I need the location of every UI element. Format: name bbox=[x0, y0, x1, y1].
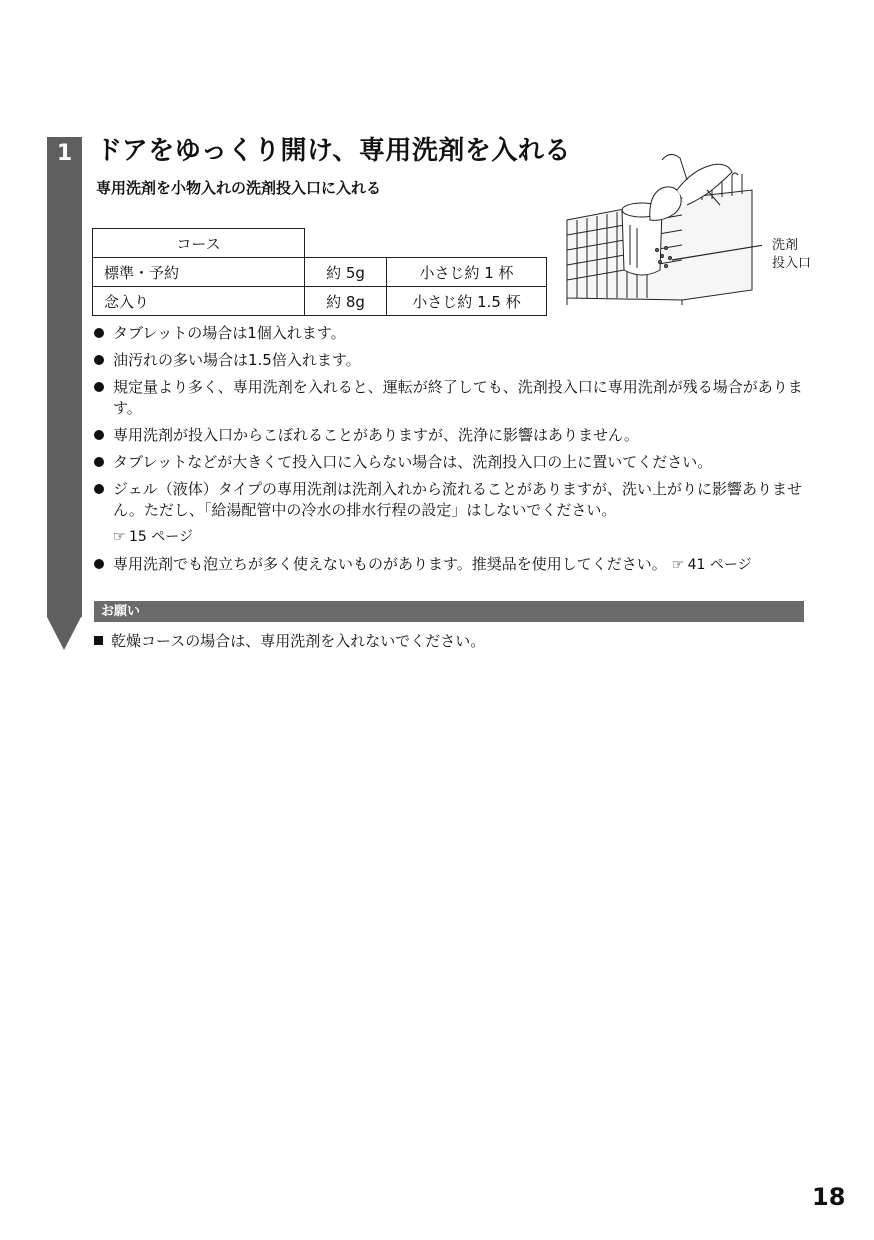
page-reference-15[interactable]: ☞ 15 ページ bbox=[113, 529, 194, 545]
table-row bbox=[93, 258, 547, 287]
notice-item: 乾燥コースの場合は、専用洗剤を入れないでください。 bbox=[94, 631, 485, 652]
step-title: ドアをゆっくり開け、専用洗剤を入れる bbox=[96, 136, 571, 166]
table-cell-spoon: 小さじ約 1.5 杯 bbox=[387, 287, 547, 316]
table-cell-grams: 約 5g bbox=[305, 258, 387, 287]
pointing-hand-icon: ☞ bbox=[671, 557, 684, 573]
table-cell-course: 念入り bbox=[93, 287, 305, 316]
step-marker-arrow bbox=[47, 617, 81, 650]
table-row bbox=[93, 287, 547, 316]
page-number: 18 bbox=[812, 1183, 846, 1211]
bullet-icon bbox=[94, 382, 104, 392]
bullet-icon bbox=[94, 430, 104, 440]
square-bullet-icon bbox=[94, 636, 103, 645]
bullet-icon bbox=[94, 484, 104, 494]
pointing-hand-icon: ☞ bbox=[113, 529, 125, 545]
table-cell-grams: 約 8g bbox=[305, 287, 387, 316]
dispenser-callout: 洗剤 投入口 bbox=[772, 238, 812, 271]
list-item: 専用洗剤が投入口からこぼれることがありますが、洗浄に影響はありません。 bbox=[94, 425, 814, 446]
list-item: ジェル（液体）タイプの専用洗剤は洗剤入れから流れることがありますが、洗い上がりに影響ありません。ただし、「給湯配管中の冷水の排水行程の設定」はしないでください。 ☞ 15 ページ bbox=[94, 479, 814, 548]
bullet-icon bbox=[94, 355, 104, 365]
bullet-icon bbox=[94, 328, 104, 338]
list-item: 規定量より多く、専用洗剤を入れると、運転が終了しても、洗剤投入口に専用洗剤が残る場合があります。 bbox=[94, 377, 814, 419]
dishwasher-illustration bbox=[562, 150, 762, 305]
bullet-icon bbox=[94, 559, 104, 569]
bullet-icon bbox=[94, 457, 104, 467]
table-cell-spoon: 小さじ約 1 杯 bbox=[387, 258, 547, 287]
detergent-amount-table bbox=[92, 228, 547, 316]
notes-list bbox=[94, 323, 814, 582]
table-cell-course: 標準・予約 bbox=[93, 258, 305, 287]
page-reference-41[interactable]: ☞ 41 ページ bbox=[671, 557, 752, 573]
step-number: 1 bbox=[56, 141, 73, 166]
step-marker-bar bbox=[47, 137, 82, 617]
list-item: タブレットの場合は1個入れます。 bbox=[94, 323, 814, 344]
table-header-course: コース bbox=[93, 229, 305, 258]
list-item: タブレットなどが大きくて投入口に入らない場合は、洗剤投入口の上に置いてください。 bbox=[94, 452, 814, 473]
table-header-row bbox=[93, 229, 547, 258]
step-subtitle: 専用洗剤を小物入れの洗剤投入口に入れる bbox=[96, 179, 382, 197]
list-item: 専用洗剤でも泡立ちが多く使えないものがあります。推奨品を使用してください。 ☞ 41 ページ bbox=[94, 554, 814, 576]
notice-title: お願い bbox=[101, 604, 141, 619]
list-item: 油汚れの多い場合は1.5倍入れます。 bbox=[94, 350, 814, 371]
notice-header-bar bbox=[94, 601, 804, 622]
